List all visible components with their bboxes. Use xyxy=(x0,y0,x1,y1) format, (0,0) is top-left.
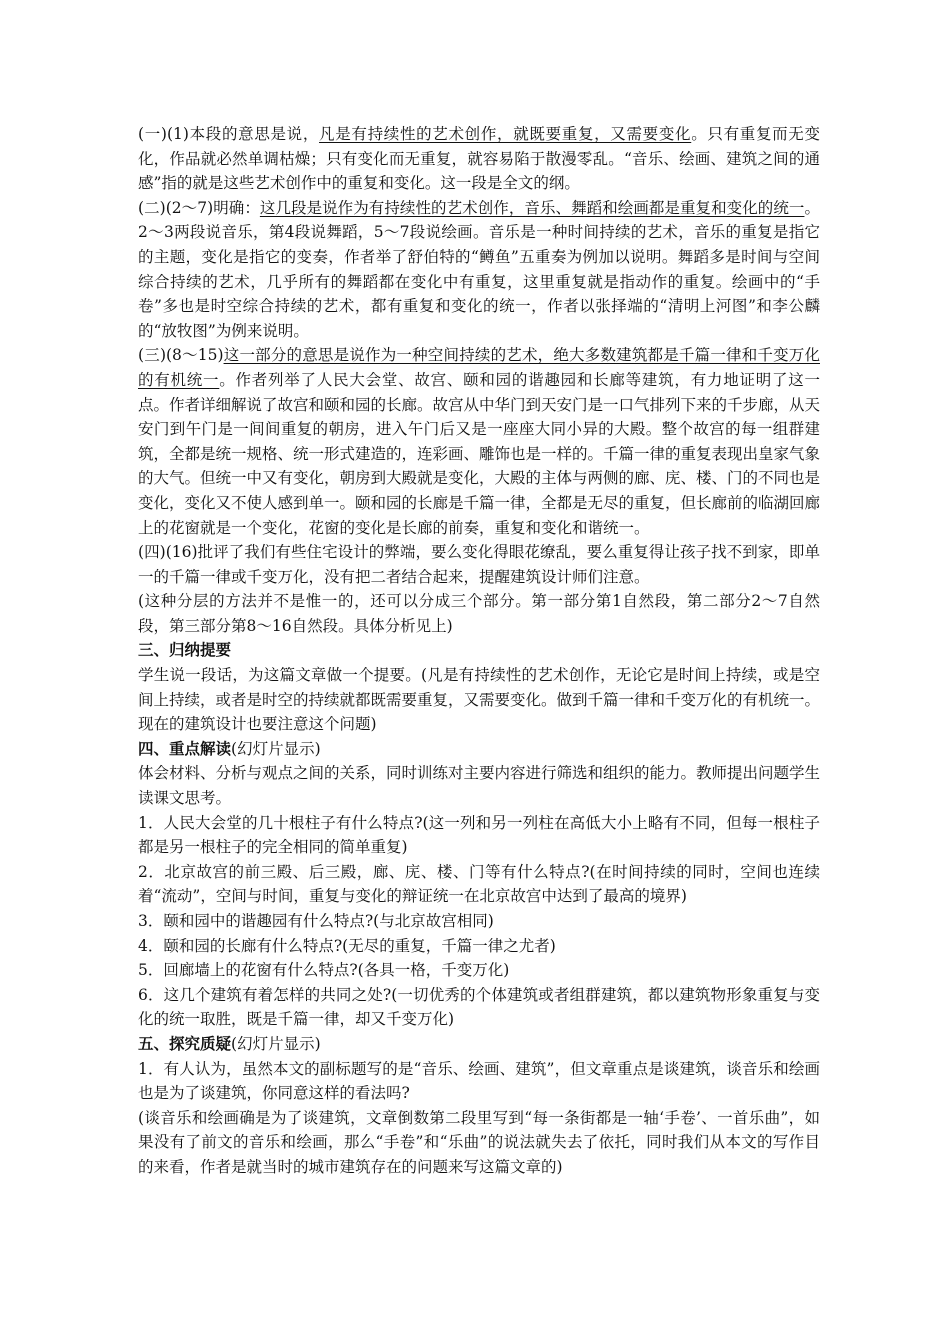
layering-note: (这种分层的方法并不是惟一的，还可以分成三个部分。第一部分第1自然段，第二部分2～7自然段，第三部分第8～16自然段。具体分析见上) xyxy=(138,592,820,635)
section-1-paragraph: (一)(1)本段的意思是说，凡是有持续性的艺术创作，就既要重复，又需要变化。只有重复而无变化，作品就必然单调枯燥；只有变化而无重复，就容易陷于散漫零乱。“音乐、绘画、建筑之间的通感”指的就是这些艺术创作中的重复和变化。这一段是全文的纲。 xyxy=(138,125,820,193)
underlined-key-point: 这几段是说作为有持续性的艺术创作，音乐、舞蹈和绘画都是重复和变化的统一 xyxy=(259,198,805,217)
heading-summary: 三、归纳提要 xyxy=(138,641,232,660)
key-reading-intro: 体会材料、分析与观点之间的关系，同时训练对主要内容进行筛选和组织的能力。教师提出问题学生读课文思考。 xyxy=(138,764,821,808)
question-item: 2．北京故宫的前三殿、后三殿，廊、庑、楼、门等有什么特点?(在时间持续的同时，空间也连续着“流动”，空间与时间，重复与变化的辩证统一在北京故宫中达到了最高的境界) xyxy=(138,862,820,906)
question-item: 4．颐和园的长廊有什么特点?(无尽的重复，千篇一律之尤者) xyxy=(138,936,556,955)
section-3-paragraph: (三)(8～15)这一部分的意思是说作为一种空间持续的艺术，绝大多数建筑都是千篇一律和千变万化的有机统一。作者列举了人民大会堂、故宫、颐和园的谐趣园和长廊等建筑，有力地证明了这一点。作者详细解说了故宫和颐和园的长廊。故宫从中华门到天安门是一口气排列下来的千步廊，从天安门到午门是一间间重复的朝房，进入午门后又是一座座大同小异的大殿。整个故宫的每一组群建筑，全都是统一规格、统一形式建造的，连彩画、雕饰也是一样的。千篇一律的重复表现出皇家气象的大气。但统一中又有变化，朝房到大殿就是变化，大殿的主体与两侧的廊、庑、楼、门的不同也是变化，变化又不使人感到单一。颐和园的长廊是千篇一律，全都是无尽的重复，但长廊前的临湖回廊上的花窗就是一个变化，花窗的变化是长廊的前奏，重复和变化和谐统一。 xyxy=(138,346,821,537)
question-item: 3．颐和园中的谐趣园有什么特点?(与北京故宫相同) xyxy=(138,912,494,930)
heading-key-reading: 四、重点解读(幻灯片显示) xyxy=(138,739,321,758)
inquiry-answer: (谈音乐和绘画确是为了谈建筑，文章倒数第二段里写到“每一条街都是一轴‘手卷’、一首乐曲”，如果没有了前文的音乐和绘画，那么“手卷”和“乐曲”的说法就失去了依托，同时我们从本文的写作目的来看，作者是就当时的城市建筑存在的问题来写这篇文章的) xyxy=(138,1108,820,1176)
question-item: 6．这几个建筑有着怎样的共同之处?(一切优秀的个体建筑或者组群建筑，都以建筑物形象重复与变化的统一取胜，既是千篇一律，却又千变万化) xyxy=(138,985,820,1029)
question-item: 5．回廊墙上的花窗有什么特点?(各具一格，千变万化) xyxy=(138,961,510,980)
document-page xyxy=(138,122,820,1180)
section-4-paragraph: (四)(16)批评了我们有些住宅设计的弊端，要么变化得眼花缭乱，要么重复得让孩子找不到家，即单一的千篇一律或千变万化，没有把二者结合起来，提醒建筑设计师们注意。 xyxy=(138,543,820,586)
section-2-paragraph: (二)(2～7)明确：这几段是说作为有持续性的艺术创作，音乐、舞蹈和绘画都是重复和变化的统一。2～3两段说音乐，第4段说舞蹈，5～7段说绘画。音乐是一种时间持续的艺术，音乐的重复是指它的主题，变化是指它的变奏，作者举了舒伯特的“鳟鱼”五重奏为例加以说明。舞蹈多是时间与空间综合持续的艺术，几乎所有的舞蹈都在变化中有重复，这里重复就是指动作的重复。绘画中的“手卷”多也是时空综合持续的艺术，都有重复和变化的统一，作者以张择端的“清明上河图”和李公麟的“放牧图”为例来说明。 xyxy=(138,198,820,340)
summary-paragraph: 学生说一段话，为这篇文章做一个提要。(凡是有持续性的艺术创作，无论它是时间上持续，或是空间上持续，或者是时空的持续就都既需要重复，又需要变化。做到千篇一律和千变万化的有机统一。现在的建筑设计也要注意这个问题) xyxy=(138,666,821,734)
inquiry-question: 1．有人认为，虽然本文的副标题写的是“音乐、绘画、建筑”，但文章重点是谈建筑，谈音乐和绘画也是为了谈建筑，你同意这样的看法吗? xyxy=(138,1059,820,1103)
underlined-key-point: 这一部分的意思是说作为一种空间持续的艺术，绝大多数建筑都是千篇一律和千变万化的有机统一 xyxy=(138,346,820,389)
question-item: 1．人民大会堂的几十根柱子有什么特点?(这一列和另一列柱在高低大小上略有不同，但每一根柱子都是另一根柱子的完全相同的简单重复) xyxy=(138,813,820,857)
heading-inquiry: 五、探究质疑(幻灯片显示) xyxy=(138,1034,321,1053)
underlined-key-point: 凡是有持续性的艺术创作，就既要重复，又需要变化 xyxy=(319,125,692,143)
